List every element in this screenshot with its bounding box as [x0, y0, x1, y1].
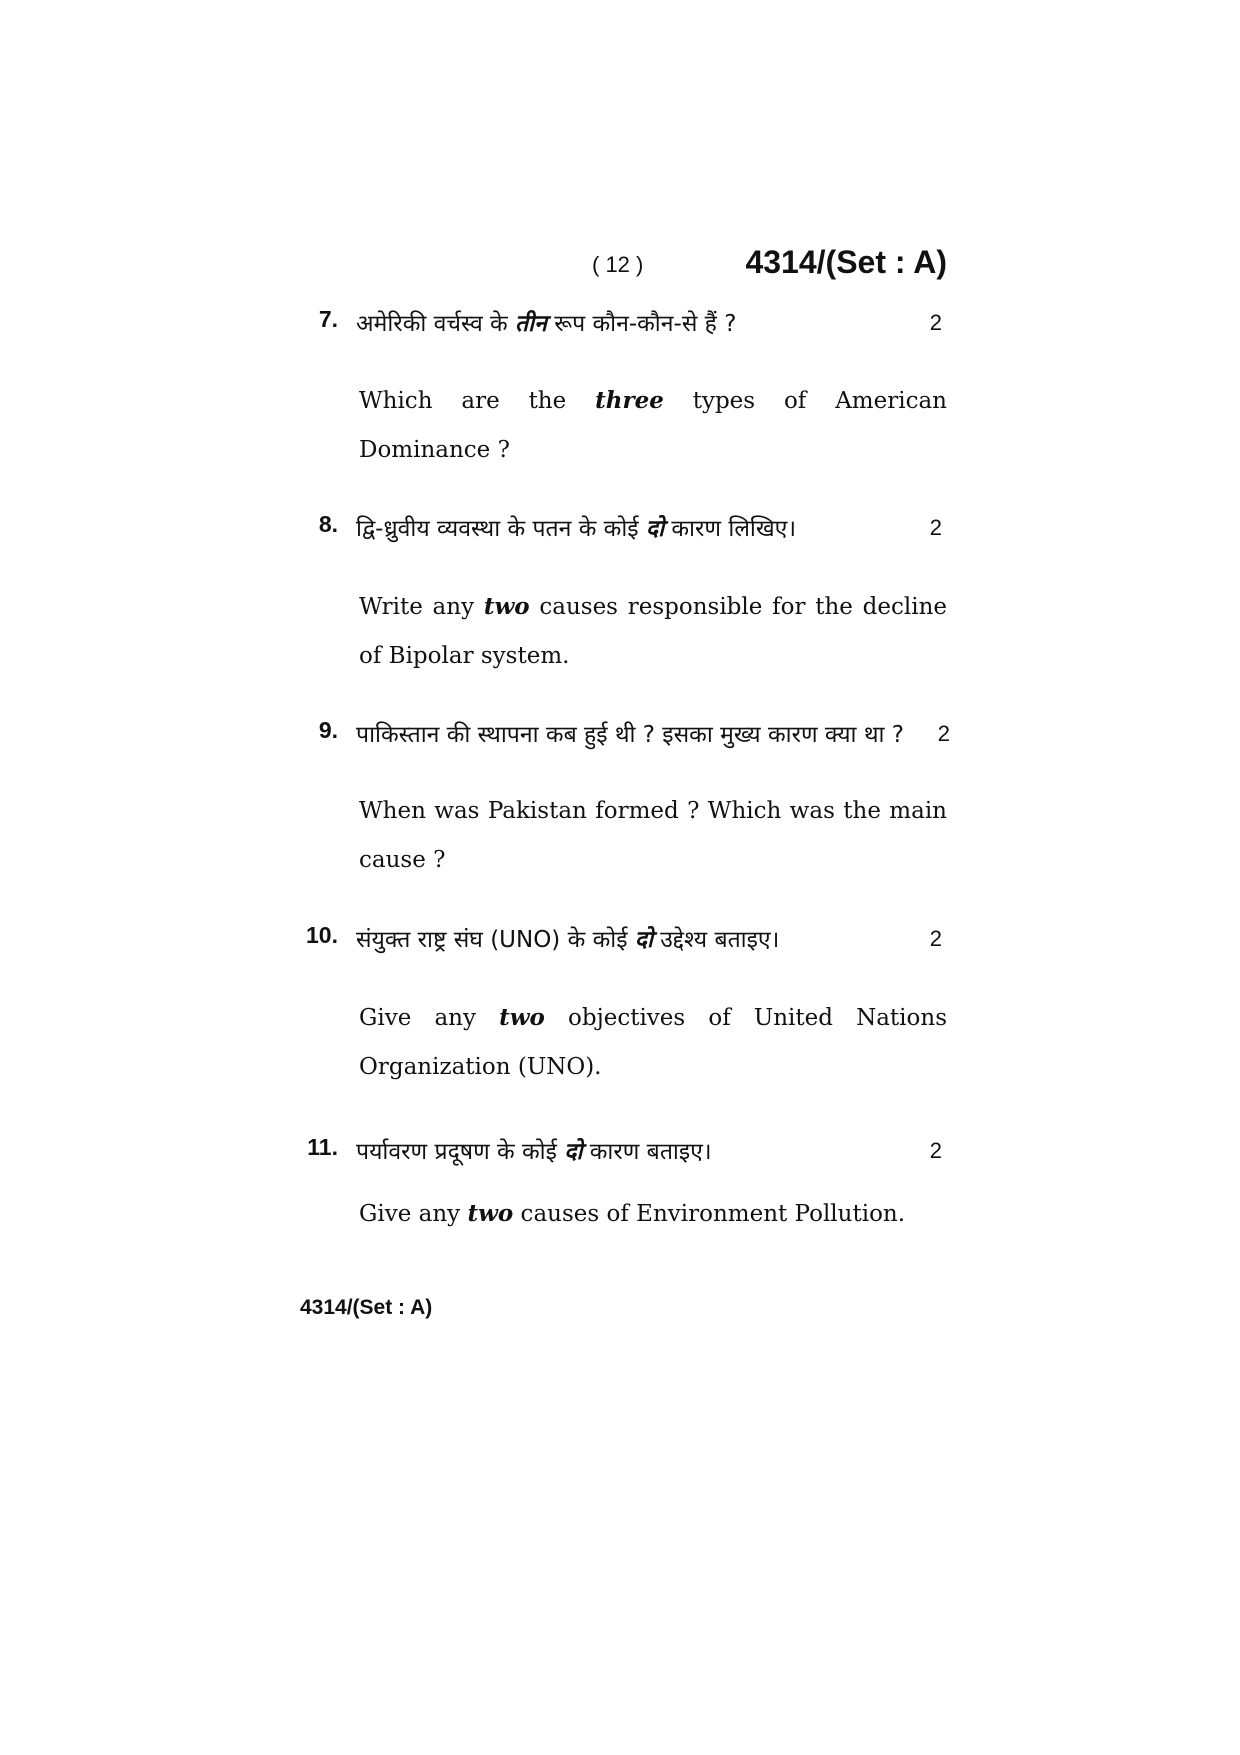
question-9-hindi: पाकिस्तान की स्थापना कब हुई थी ? इसका मुख्य कारण क्या था ? [356, 722, 904, 748]
question-11-hindi-emphasis: दो [564, 1139, 583, 1165]
question-8-english-emphasis: two [483, 593, 530, 620]
question-11-marks: 2 [929, 1138, 942, 1163]
question-11-hindi: पर्यावरण प्रदूषण के कोई दो कारण बताइए। [356, 1139, 712, 1165]
question-10-marks: 2 [929, 926, 942, 951]
question-7-hindi: अमेरिकी वर्चस्व के तीन रूप कौन-कौन-से हैं ? [356, 311, 737, 337]
question-number-9: 9. [318, 717, 338, 743]
question-9-marks: 2 [937, 721, 950, 746]
question-10-hindi-emphasis: दो [634, 927, 653, 953]
question-8-english: Write any two causes responsible for the decline of Bipolar system. [359, 593, 948, 669]
paper-code-header: 4314/(Set : A) [745, 244, 947, 280]
question-7-english: Which are the three types of American Dominance ? [359, 387, 947, 463]
paper-code-footer: 4314/(Set : A) [300, 1296, 433, 1319]
question-11-english: Give any two causes of Environment Pollution. [359, 1200, 906, 1227]
question-number-7: 7. [318, 306, 338, 332]
question-number-11: 11. [307, 1134, 338, 1160]
question-10-english-emphasis: two [499, 1004, 545, 1031]
question-8-hindi: द्वि-ध्रुवीय व्यवस्था के पतन के कोई दो कारण लिखिए। [356, 516, 797, 542]
question-10-english: Give any two objectives of United Nations Organization (UNO). [359, 1004, 947, 1080]
question-8-marks: 2 [929, 515, 942, 540]
question-7-hindi-emphasis: तीन [515, 311, 547, 337]
question-8-hindi-emphasis: दो [645, 516, 665, 542]
page-number: ( 12 ) [592, 252, 644, 277]
question-7-marks: 2 [929, 310, 942, 335]
question-7-english-emphasis: three [595, 387, 664, 414]
question-number-10: 10. [306, 922, 338, 948]
question-10-hindi: संयुक्त राष्ट्र संघ (UNO) के कोई दो उद्देश्य बताइए। [356, 927, 780, 953]
question-number-8: 8. [318, 511, 338, 537]
question-11-english-emphasis: two [467, 1200, 514, 1227]
question-9-english: When was Pakistan formed ? Which was the main cause ? [359, 798, 947, 873]
